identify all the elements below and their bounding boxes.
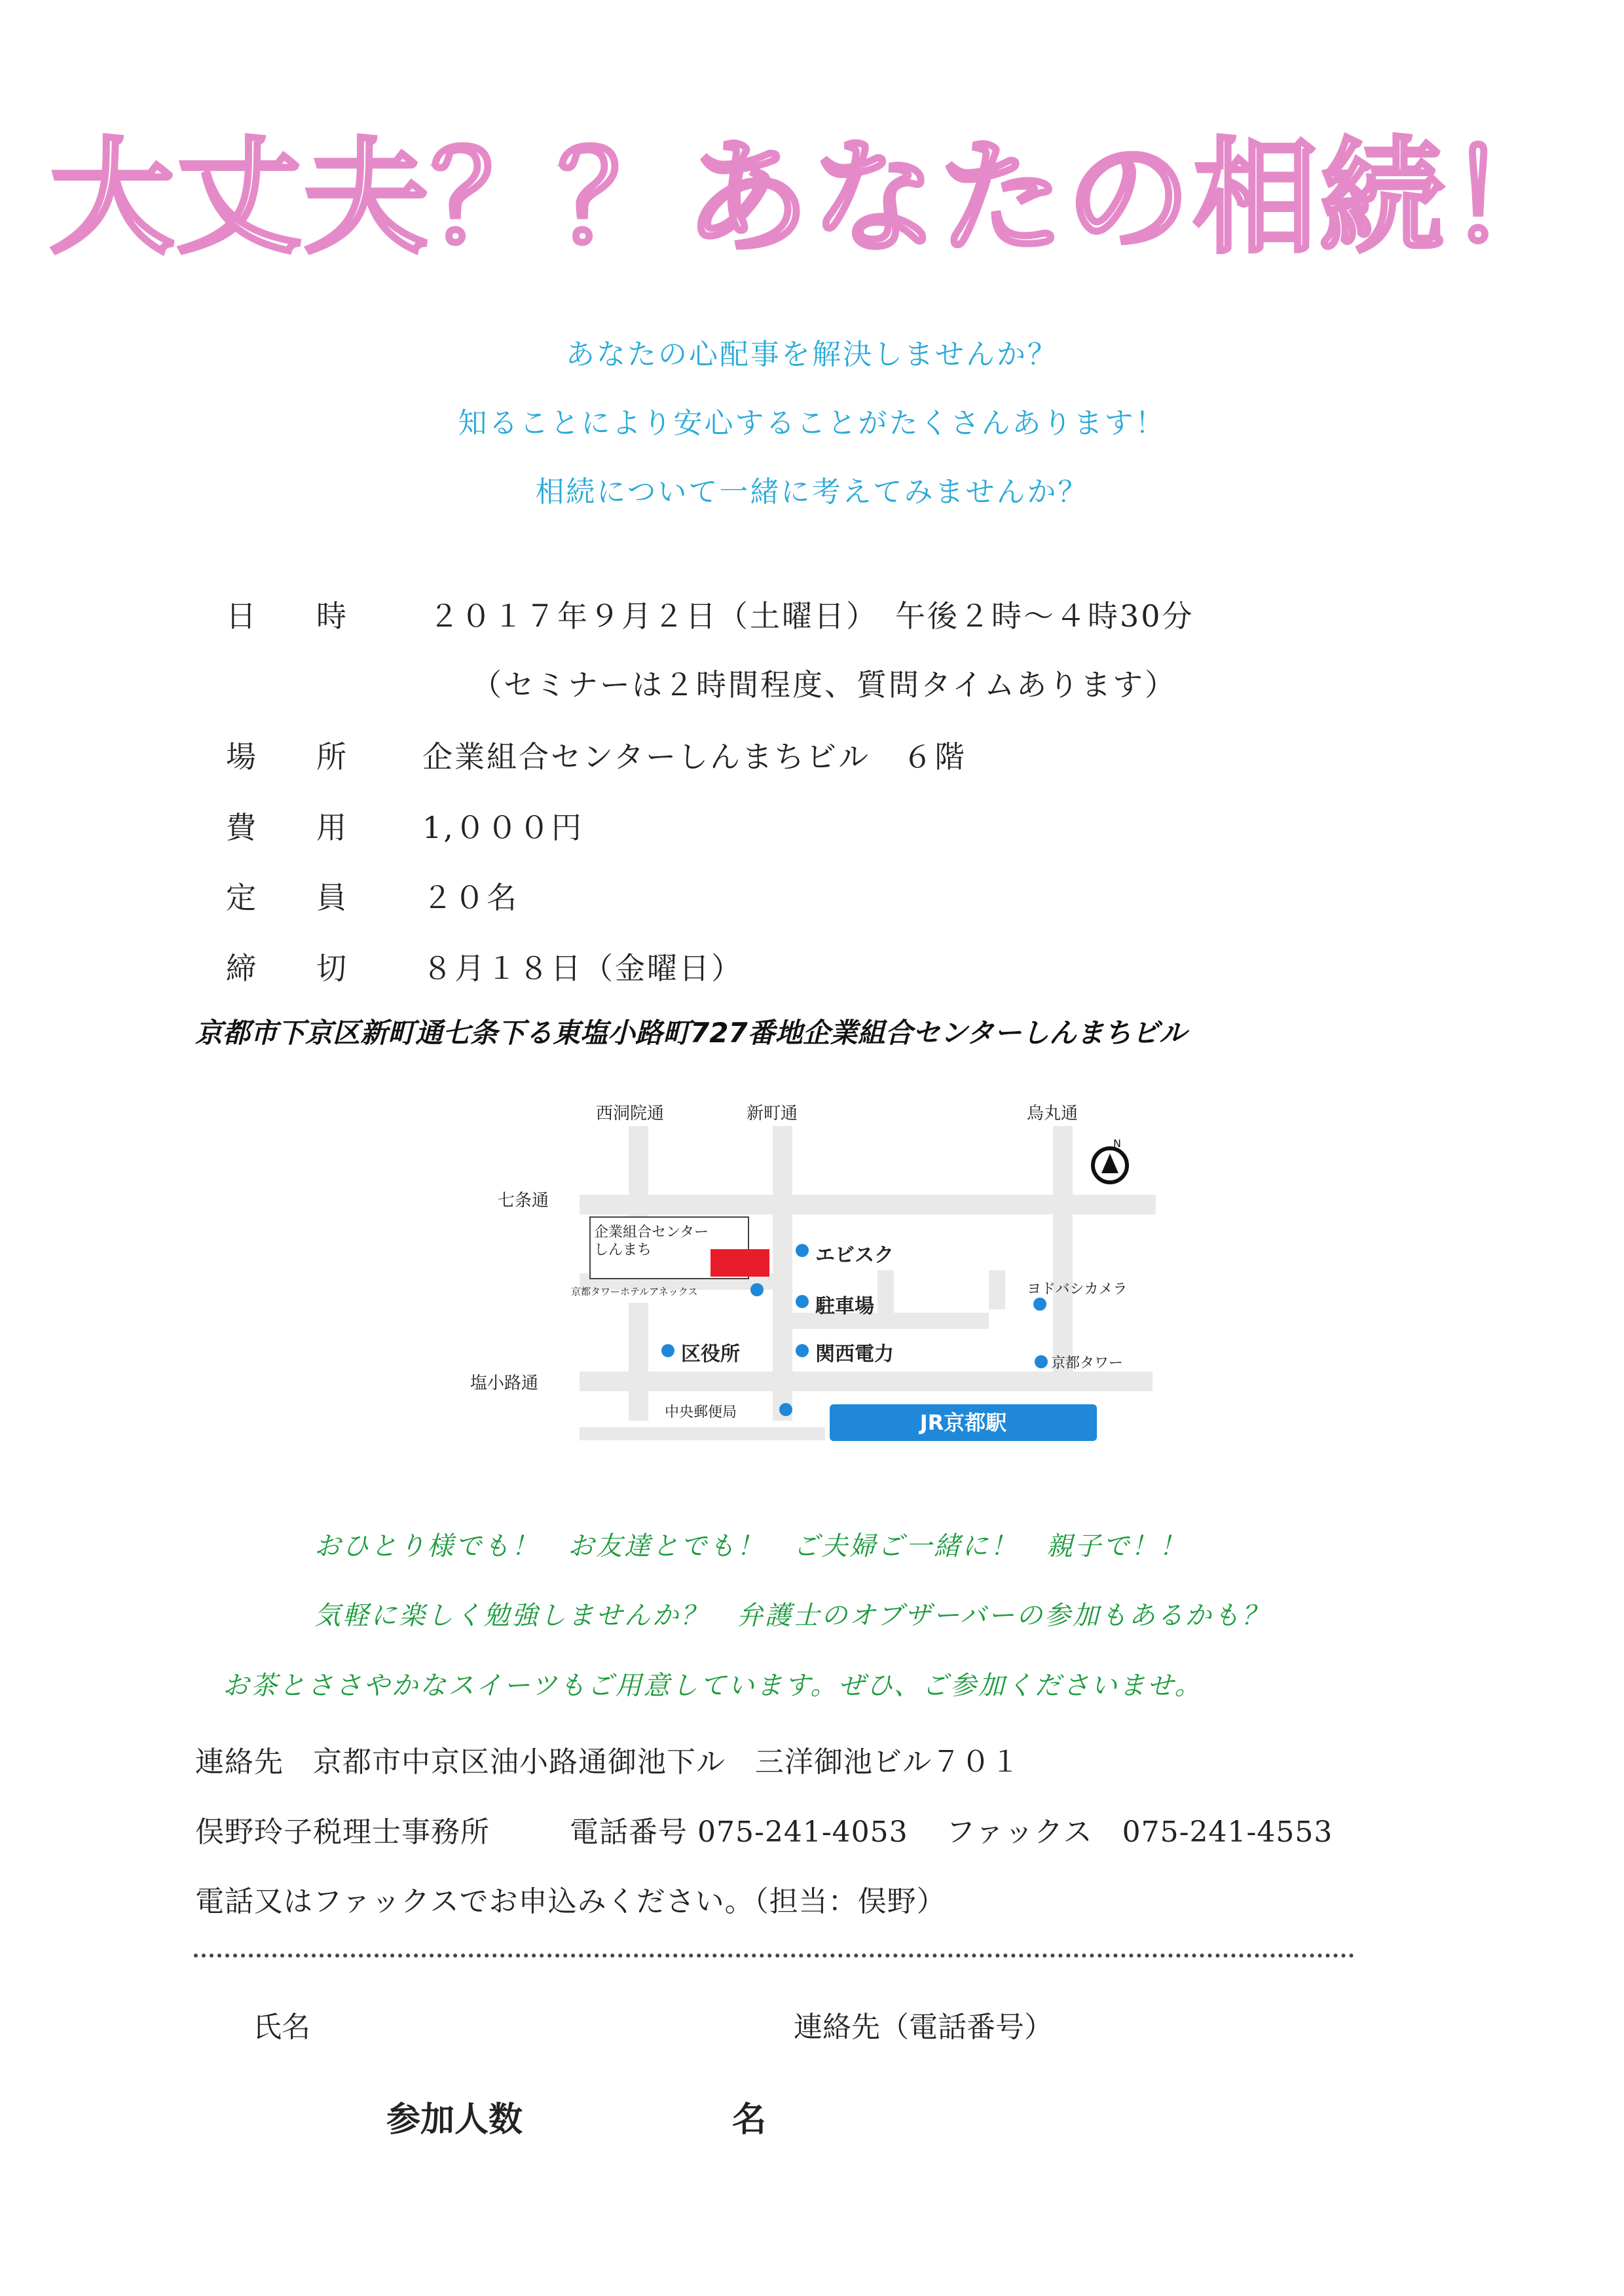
road-bottom	[580, 1427, 825, 1440]
road-nishinotoin-lower	[629, 1303, 648, 1421]
map-label-post-office: 中央郵便局	[665, 1404, 737, 1421]
venue-address: 京都市下京区新町通七条下る東塩小路町727番地企業組合センターしんまちビル	[195, 1017, 1187, 1049]
map-label-parking: 駐車場	[815, 1295, 874, 1318]
contact-address: 連絡先 京都市中京区油小路通御池下ル 三洋御池ビル７０１	[195, 1745, 1020, 1779]
deadline-label: 締 切	[226, 951, 346, 986]
road-karasuma	[1053, 1126, 1073, 1381]
map-label-shichijo: 七条通	[498, 1191, 549, 1211]
place-value: 企業組合センターしんまちビル ６階	[422, 739, 967, 774]
hotel-marker	[750, 1283, 764, 1296]
post-office-marker	[779, 1403, 792, 1416]
capacity-value: ２０名	[422, 880, 519, 915]
capacity-label: 定 員	[226, 880, 346, 915]
center-building-marker	[710, 1249, 769, 1277]
ward-office-marker	[661, 1344, 674, 1357]
contact-fax: ファックス 075-241-4553	[946, 1815, 1333, 1849]
map-label-kansai: 関西電力	[815, 1343, 894, 1366]
north-label: N	[1113, 1139, 1121, 1150]
intro-line-1: あなたの心配事を解決しませんか？	[566, 338, 1058, 371]
map-label-center-1: 企業組合センター	[594, 1224, 709, 1241]
kansai-marker	[796, 1344, 809, 1357]
fee-value: 1,０００円	[422, 810, 583, 845]
form-name-label: 氏名	[253, 2011, 310, 2044]
contact-office: 俣野玲子税理士事務所	[195, 1815, 490, 1849]
date-note: （セミナーは２時間程度、質問タイムあります）	[471, 667, 1177, 702]
contact-phone: 電話番号 075-241-4053	[570, 1815, 908, 1849]
map-label-ebisuku: エビスク	[815, 1244, 894, 1267]
station-label: JR京都駅	[830, 1404, 1097, 1441]
map-label-shinmachi: 新町通	[747, 1104, 798, 1123]
road-shiokoji	[580, 1372, 1153, 1391]
parking-marker	[796, 1295, 809, 1308]
ebisuku-marker	[796, 1244, 809, 1257]
cut-line	[194, 1954, 1354, 1958]
deadline-value: ８月１８日（金曜日）	[422, 951, 743, 986]
date-value: ２０１７年９月２日（土曜日） 午後２時～４時30分	[429, 598, 1194, 634]
road-shichijo	[580, 1195, 1156, 1214]
intro-line-3: 相続について一緒に考えてみませんか？	[535, 475, 1089, 509]
place-label: 場 所	[226, 739, 346, 774]
apply-instructions: 電話又はファックスでお申込みください。（担当：俣野）	[195, 1885, 946, 1918]
kyoto-tower-marker	[1035, 1355, 1048, 1368]
form-participants-unit: 名	[732, 2100, 767, 2140]
road-side-2	[989, 1270, 1005, 1309]
access-map	[458, 1087, 1179, 1460]
map-label-center-2: しんまち	[594, 1242, 652, 1258]
form-participants-label: 参加人数	[386, 2100, 523, 2140]
invitation-line-1: おひとり様でも！ お友達とでも！ ご夫婦ご一緒に！ 親子で！！	[314, 1531, 1187, 1561]
map-label-nishinotoin: 西洞院通	[596, 1104, 665, 1123]
map-label-ward-office: 区役所	[681, 1343, 740, 1366]
map-label-yodobashi: ヨドバシカメラ	[1027, 1281, 1128, 1298]
page-title: 大丈夫？？あなたの相続！	[49, 126, 1574, 270]
map-label-shiokoji: 塩小路通	[470, 1374, 539, 1393]
map-label-hotel: 京都タワーホテルアネックス	[571, 1286, 698, 1298]
date-label: 日 時	[226, 598, 346, 634]
yodobashi-marker	[1033, 1298, 1046, 1311]
map-label-karasuma: 烏丸通	[1027, 1104, 1079, 1123]
north-arrow-icon	[1087, 1139, 1133, 1185]
intro-line-2: 知ることにより安心することがたくさんあります！	[458, 407, 1166, 440]
invitation-line-2: 気軽に楽しく勉強しませんか？ 弁護士のオブザーバーの参加もあるかも？	[314, 1601, 1270, 1631]
form-contact-label: 連絡先（電話番号）	[794, 2011, 1053, 2044]
map-label-kyoto-tower: 京都タワー	[1051, 1355, 1124, 1372]
road-nishinotoin-upper	[629, 1126, 648, 1231]
fee-label: 費 用	[226, 810, 346, 845]
invitation-line-3: お茶とささやかなスイーツもご用意しています。ぜひ、ご参加くださいませ。	[223, 1671, 1203, 1701]
